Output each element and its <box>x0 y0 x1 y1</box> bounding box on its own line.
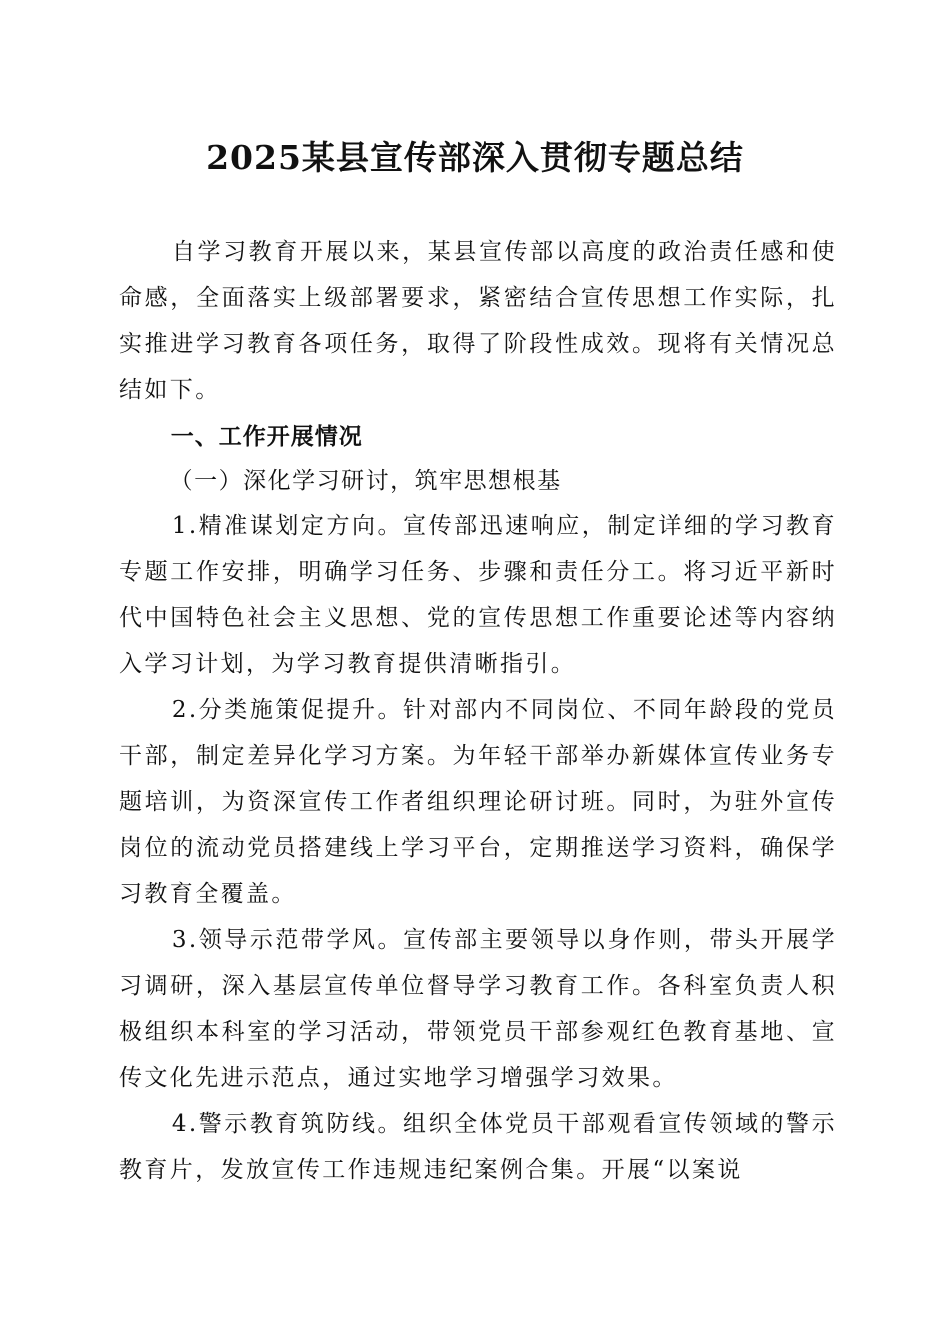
intro-paragraph: 自学习教育开展以来，某县宣传部以高度的政治责任感和使命感，全面落实上级部署要求，紧密结合宣传思想工作实际，扎实推进学习教育各项任务，取得了阶段性成效。现将有关情况总结如下。 <box>119 239 837 403</box>
item-paragraph-4: 4.警示教育筑防线。组织全体党员干部观看宣传领域的警示教育片，发放宣传工作违规违纪案例合集。开展“以案说 <box>119 1111 837 1183</box>
item-paragraph-3: 3.领导示范带学风。宣传部主要领导以身作则，带头开展学习调研，深入基层宣传单位督导学习教育工作。各科室负责人积极组织本科室的学习活动，带领党员干部参观红色教育基地、宣传文化先进示范点，通过实地学习增强学习效果。 <box>119 927 837 1091</box>
document-body <box>119 229 837 1193</box>
item-paragraph-2: 2.分类施策促提升。针对部内不同岗位、不同年龄段的党员干部，制定差异化学习方案。为年轻干部举办新媒体宣传业务专题培训，为资深宣传工作者组织理论研讨班。同时，为驻外宣传岗位的流动党员搭建线上学习平台，定期推送学习资料，确保学习教育全覆盖。 <box>119 697 837 907</box>
section-heading-1: 一、工作开展情况 <box>170 424 363 450</box>
subsection-heading-1: （一）深化学习研讨，筑牢思想根基 <box>169 468 562 494</box>
item-paragraph-1: 1.精准谋划定方向。宣传部迅速响应，制定详细的学习教育专题工作安排，明确学习任务、步骤和责任分工。将习近平新时代中国特色社会主义思想、党的宣传思想工作重要论述等内容纳入学习计划，为学习教育提供清晰指引。 <box>119 513 837 677</box>
document-title: 2025某县宣传部深入贯彻专题总结 <box>206 138 744 177</box>
